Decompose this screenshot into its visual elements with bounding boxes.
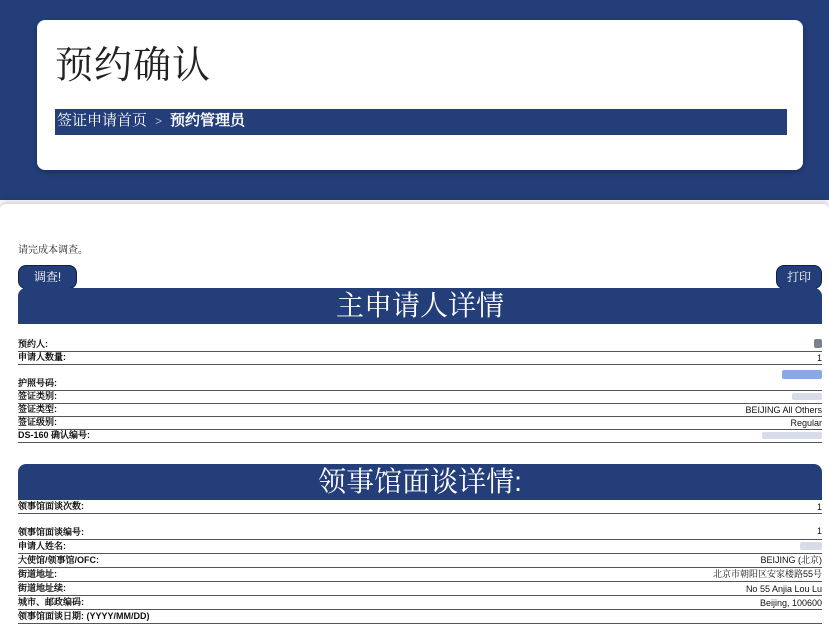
interview-section-title: 领事馆面谈详情: (18, 464, 822, 500)
print-button[interactable]: 打印 (776, 265, 822, 289)
row-value (800, 542, 822, 552)
row-value: No 55 Anjia Lou Lu (745, 584, 822, 594)
row-label: 签证类别: (18, 391, 57, 401)
row-label: 申请人数量: (18, 352, 66, 362)
table-row (18, 351, 822, 365)
table-row (18, 429, 822, 443)
row-value: BEIJING All Others (745, 405, 822, 415)
breadcrumb (55, 109, 787, 135)
row-value: 北京市朝阳区安家楼路55号 (712, 569, 822, 579)
table-row (18, 364, 822, 391)
table-row (18, 513, 822, 540)
table-row (18, 390, 822, 404)
row-value (762, 431, 822, 441)
table-row (18, 500, 822, 514)
breadcrumb-current: 预约管理员 (170, 112, 246, 129)
row-value (782, 370, 822, 381)
row-value (814, 339, 822, 350)
row-value: BEIJING (北京) (760, 555, 822, 565)
row-value: 1 (816, 353, 822, 363)
table-row (18, 595, 822, 610)
row-label: 大使馆/领事馆/OFC: (18, 555, 99, 565)
row-label: 城市、邮政编码: (18, 597, 84, 607)
breadcrumb-separator: > (155, 114, 163, 128)
applicant-section-title: 主申请人详情 (18, 288, 822, 324)
content-panel (0, 204, 829, 643)
row-value (792, 392, 822, 402)
row-label: 领事馆面谈次数: (18, 501, 84, 511)
survey-prompt: 请完成本调查。 (18, 245, 88, 256)
table-row (18, 609, 822, 624)
row-label: 签证级别: (18, 417, 57, 427)
table-row (18, 416, 822, 430)
row-label: 护照号码: (18, 378, 57, 388)
table-row (18, 567, 822, 582)
page-title: 预约确认 (55, 45, 212, 87)
breadcrumb-home-link[interactable]: 签证申请首页 (57, 112, 148, 129)
table-row (18, 581, 822, 596)
table-row (18, 539, 822, 554)
row-label: 街道地址: (18, 569, 57, 579)
survey-button[interactable]: 调查! (18, 265, 77, 289)
row-label: 街道地址续: (18, 583, 66, 593)
row-label: 领事馆面谈编号: (18, 527, 84, 537)
row-label: DS-160 确认编号: (18, 430, 91, 440)
table-row (18, 553, 822, 568)
row-label: 申请人姓名: (18, 541, 66, 551)
row-label: 签证类型: (18, 404, 57, 414)
row-label: 预约人: (18, 339, 48, 349)
header-card (37, 20, 803, 170)
row-label: 领事馆面谈日期: (YYYY/MM/DD) (18, 611, 150, 621)
row-value: 1 (816, 502, 822, 512)
table-row (18, 324, 822, 352)
row-value: 1 (816, 526, 822, 536)
row-value: Regular (790, 418, 822, 428)
table-row (18, 403, 822, 417)
row-value: Beijing, 100600 (759, 598, 822, 608)
